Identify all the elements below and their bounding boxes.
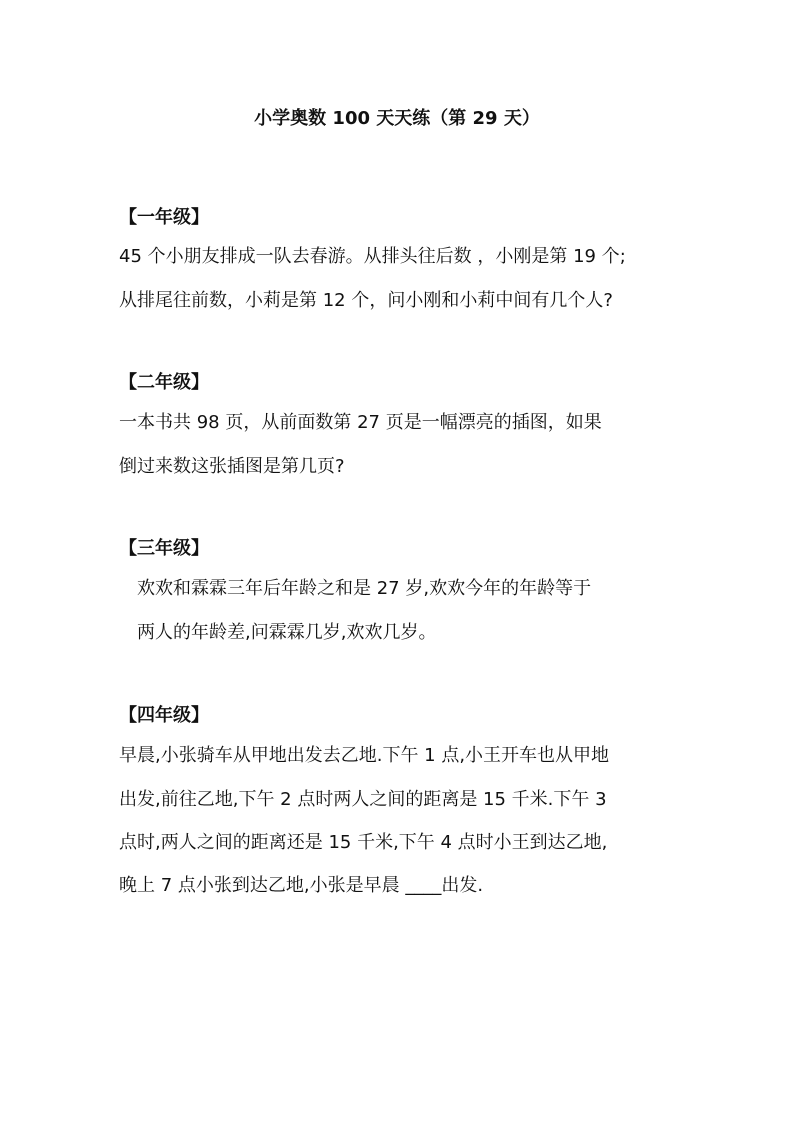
problem-line: 45 个小朋友排成一队去春游。从排头往后数 ，小刚是第 19 个; (119, 246, 626, 267)
problem-line: 倒过来数这张插图是第几页? (119, 456, 345, 477)
page-title: 小学奥数 100 天天练（第 29 天） (254, 108, 540, 129)
section-heading-grade-2: 【二年级】 (119, 372, 209, 393)
problem-line: 两人的年龄差,问霖霖几岁,欢欢几岁。 (137, 622, 437, 643)
problem-line: 欢欢和霖霖三年后年龄之和是 27 岁,欢欢今年的年龄等于 (137, 578, 592, 599)
problem-line: 点时,两人之间的距离还是 15 千米,下午 4 点时小王到达乙地, (119, 832, 608, 853)
problem-line: 从排尾往前数，小莉是第 12 个，问小刚和小莉中间有几个人? (119, 290, 613, 311)
problem-line: 晚上 7 点小张到达乙地,小张是早晨 ____出发. (119, 875, 484, 896)
problem-line: 一本书共 98 页，从前面数第 27 页是一幅漂亮的插图，如果 (119, 412, 602, 433)
section-heading-grade-1: 【一年级】 (119, 207, 209, 228)
problem-line: 出发,前往乙地,下午 2 点时两人之间的距离是 15 千米.下午 3 (119, 789, 607, 810)
section-heading-grade-3: 【三年级】 (119, 538, 209, 559)
problem-line: 早晨,小张骑车从甲地出发去乙地.下午 1 点,小王开车也从甲地 (119, 745, 610, 766)
section-heading-grade-4: 【四年级】 (119, 705, 209, 726)
